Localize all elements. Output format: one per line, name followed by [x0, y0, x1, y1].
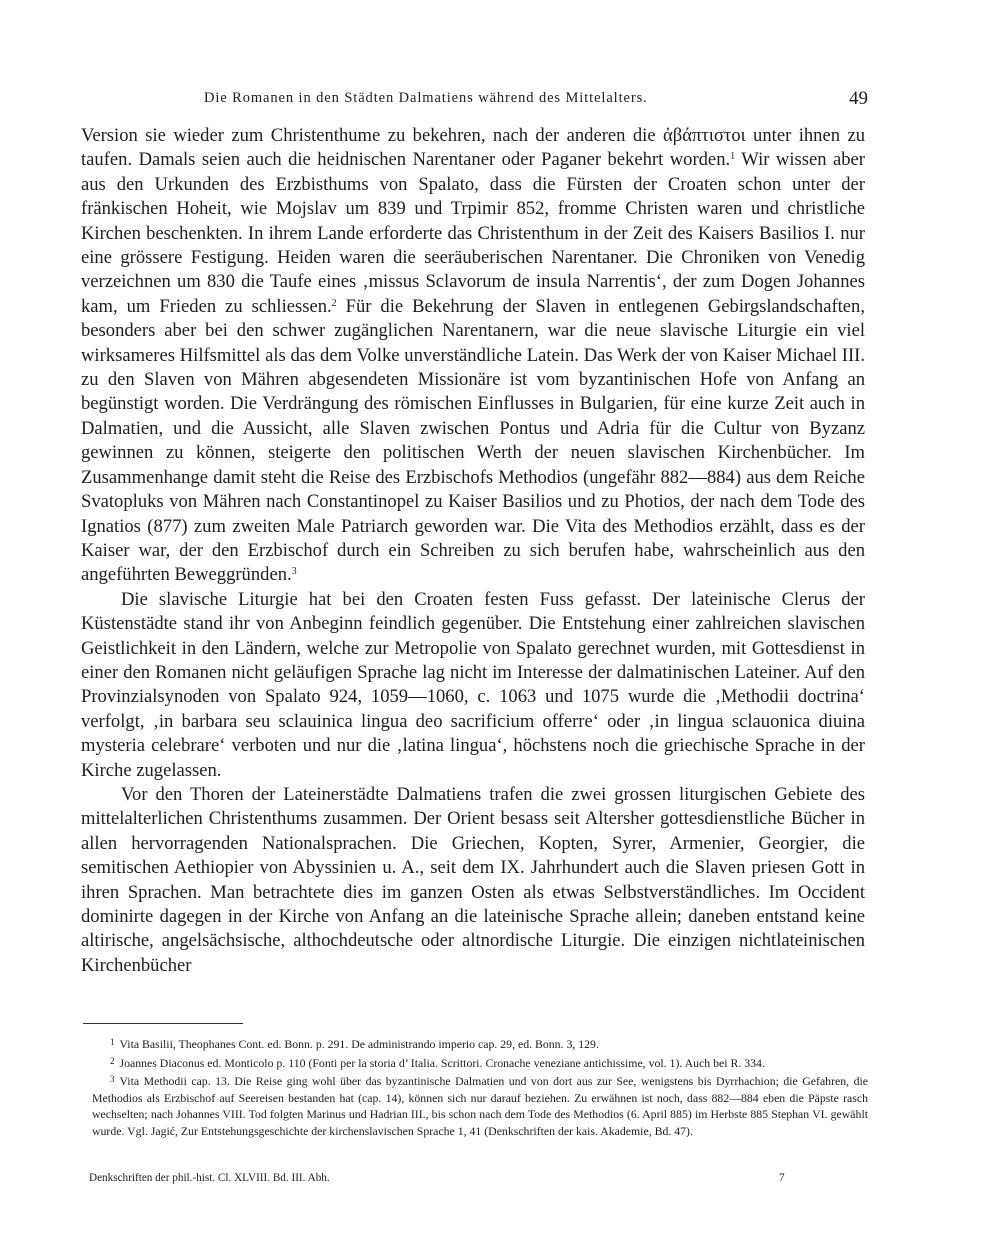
footnote-ref-2: 2 — [331, 297, 337, 309]
paragraph-2: Die slavische Liturgie hat bei den Croaten festen Fuss gefasst. Der lateinische Clerus der Küstenstädte stand ihr von Anbeginn feindlich gegenüber. Die Entstehung einer zahlreichen slavischen Geistlichkeit in den Ländern, welche zur Metropolie von Spalato gerechnet wurden, mit Gottesdienst in einer den Romanen nicht geläufigen Sprache lag nicht im Interesse der dalmatinischen Lateiner. Auf den Provinzialsynoden von Spalato 924, 1059—1060, c. 1063 und 1075 wurde die ‚Methodii doctrina‘ verfolgt, ‚in barbara seu sclauinica lingua deo sacrificium offerre‘ oder ‚in lingua sclauonica diuina mysteria celebrare‘ verboten und nur die ‚latina lingua‘, höchstens noch die griechische Sprache in der Kirche zugelassen. — [81, 588, 865, 781]
footnote-text: Vita Basilii, Theophanes Cont. ed. Bonn. p. 291. De administrando imperio cap. 29, ed. Bonn. 3, 129. — [119, 1037, 599, 1051]
series-signature: Denkschriften der phil.-hist. Cl. XLVIII. Bd. III. Abh. — [89, 1172, 330, 1184]
paragraph-1-part-a: Version sie wieder zum Christenthume zu bekehren, nach der anderen die ἀβάπτιστοι unter ihnen zu taufen. Damals seien auch die heidnischen Narentaner oder Paganer bekehrt worden. — [81, 125, 865, 171]
footnote-mark: 3 — [110, 1074, 115, 1085]
footnote-text: Vita Methodii cap. 13. Die Reise ging wohl über das byzantinische Dalmatien und von dort aus zur See, wenigstens bis Dyrrhachion; die Gefahren, die Methodios als Erzbischof auf Seereisen bestanden hat (cap. 14), können sich nur darauf beziehen. Zu erwähnen ist noch, dass 882—884 eben die Päpste rasch wechselten; nach Johannes VIII. Tod folgten Marinus und Hadrian III., bis schon nach dem Tode des Methodios (6. April 885) im Herbste 885 Stephan VI. gewählt wurde. Vgl. Jagić, Zur Entstehungsgeschichte der kirchenslavischen Sprache 1, 41 (Denkschriften der kais. Akademie, Bd. 47). — [92, 1074, 868, 1138]
paragraph-1-part-c: Für die Bekehrung der Slaven in entlegenen Gebirgslandschaften, besonders aber bei den schwer zugänglichen Narentanern, war die neue slavische Liturgie ein viel wirksameres Hilfsmittel als das dem Volke unverständliche Latein. Das Werk der von Kaiser Michael III. zu den Slaven von Mähren abgesendeten Missionäre ist vom byzantinischen Hofe von Anfang an begünstigt worden. Die Verdrängung des römischen Einflusses in Bulgarien, für eine kurze Zeit auch in Dalmatien, und die Aussicht, alle Slaven zwischen Pontus und Adria für die Cultur von Byzanz gewinnen zu können, steigerte den politischen Werth der neuen slavischen Kirchenbücher. Im Zusammenhange damit steht die Reise des Erzbischofs Methodios (ungefähr 882—884) aus dem Reiche Svatopluks von Mähren nach Constantinopel zu Kaiser Basilios und zu Photios, der nach dem Tode des Ignatios (877) zum zweiten Male Patriarch geworden war. Die Vita des Methodios erzählt, dass es der Kaiser war, der den Erzbischof durch ein Schreiben zu sich berufen habe, wahrscheinlich aus den angeführten Beweggründen. — [81, 295, 865, 586]
footnote-3 — [92, 1071, 868, 1139]
page-number: 49 — [849, 88, 868, 109]
main-text — [81, 124, 865, 978]
footnote-divider — [83, 1023, 243, 1024]
footnote-ref-1: 1 — [730, 151, 736, 163]
footnote-2 — [92, 1053, 868, 1072]
signature-line — [89, 1172, 789, 1190]
footnotes — [92, 1034, 868, 1140]
footnote-1 — [92, 1034, 868, 1053]
paragraph-3: Vor den Thoren der Lateinerstädte Dalmatiens trafen die zwei grossen liturgischen Gebiete des mittelalterlichen Christenthums zusammen. Der Orient besass seit Altersher gottesdienstliche Bücher in allen hervorragenden Nationalsprachen. Die Griechen, Kopten, Syrer, Armenier, Georgier, die semitischen Aethiopier von Abyssinien u. A., seit dem IX. Jahrhundert auch die Slaven priesen Gott in ihren Sprachen. Man betrachtete dies im ganzen Osten als etwas Selbstverständliches. Im Occident dominirte dagegen in der Kirche von Anfang an die lateinische Sprache allein; daneben entstand keine altirische, angelsächsische, althochdeutsche oder altnordische Liturgie. Die einzigen nichtlateinischen Kirchenbücher — [81, 783, 865, 976]
footnote-mark: 2 — [110, 1055, 115, 1066]
footnote-text: Joannes Diaconus ed. Monticolo p. 110 (Fonti per la storia d’ Italia. Scrittori. Cronache veneziane antichissime, vol. 1). Auch bei R. 334. — [119, 1055, 765, 1070]
footnote-mark: 1 — [110, 1037, 115, 1047]
paragraph-1-part-b: Wir wissen aber aus den Urkunden des Erzbisthums von Spalato, dass die Fürsten der Croaten schon unter der fränkischen Hoheit, wie Mojslav um 839 und Trpimir 852, fromme Christen waren und christliche Kirchen beschenkten. In ihrem Lande erforderte das Christenthum in der Zeit des Kaisers Basilios I. nur eine grössere Festigung. Heiden waren die seeräuberischen Narentaner. Die Chroniken von Venedig verzeichnen um 830 die Taufe eines ‚missus Sclavorum de insula Narrentis‘, der zum Dogen Johannes kam, um Frieden zu schliessen. — [81, 149, 865, 317]
sheet-number: 7 — [779, 1172, 785, 1184]
running-header — [120, 88, 880, 112]
running-title: Die Romanen in den Städten Dalmatiens während des Mittelalters. — [204, 90, 648, 106]
paragraph-1 — [81, 124, 865, 588]
footnote-ref-3: 3 — [291, 566, 297, 578]
